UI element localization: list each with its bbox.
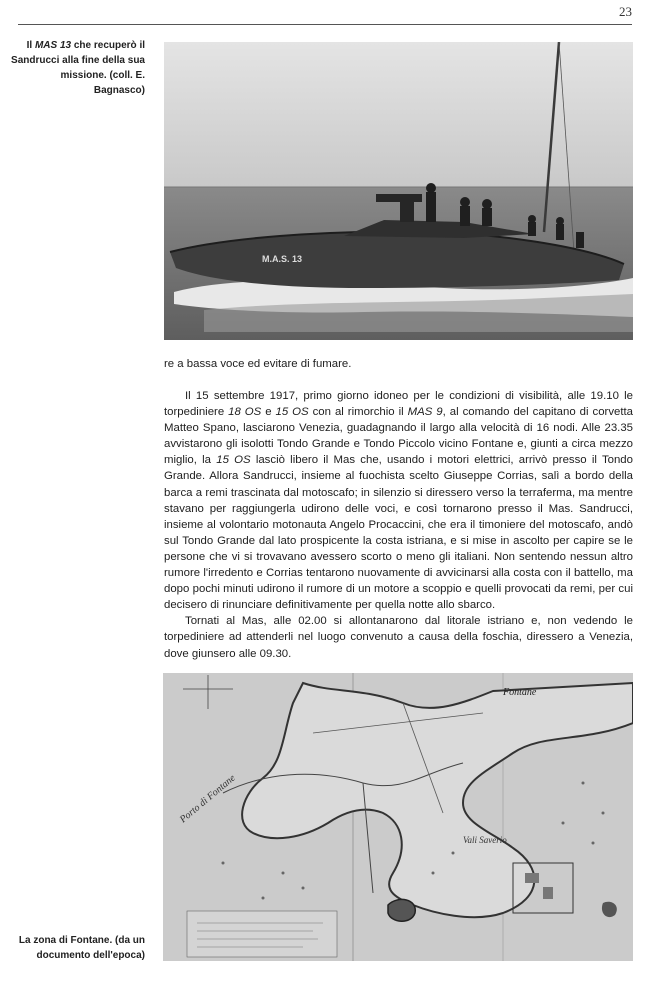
paragraph-3: Tornati al Mas, alle 02.00 si allontanarono dal litorale istriano e, non vedendo le torpediniere ad attenderli nel luogo convenuto a causa della foschia, diressero a Venezia, dove giunsero alle 09.30. [164, 615, 633, 660]
map-caption: La zona di Fontane. (da un documento dell'epoca) [18, 935, 145, 961]
paragraph-2 [164, 388, 633, 613]
map-illustration [163, 673, 633, 961]
text-run: lasciò libero il Mas che, usando i motori elettrici, arrivò presso il Tondo Grande. Allora Sandrucci, insieme al fuochista scelto Giuseppe Corrias, salì a bordo della barca a remi trascinata dal motoscafo; in silenzio si diressero verso la terraferma, ma mentre stavano per raggiungerla udirono delle voci, e così tornarono presso il Mas. Sandrucci, insieme al volontario motonauta Angelo Procaccini, che era il timoniere del motoscafo, andò sul Tondo Grande dal lato prospicente la costa istriana, e si mise in ascolto per capire se le persone che vi si trovavano avessero scorto o meno gli italiani. Non sentendo nessun altro rumore l'irredento e Corrias tentarono nuovamente di avvicinarsi alla costa con il battello, ma dopo pochi minuti udirono il rumore di un motore a scoppio e quelli provocati da remi, per cui decisero di rinunciare definitivamente per quella notte allo sbarco. [164, 454, 633, 612]
caption-text-rest: che recuperò il Sandrucci alla fine della sua missione. (coll. E. Bagnasco) [11, 40, 145, 96]
mas-boat-photo [164, 42, 633, 340]
caption-text: Il [26, 40, 35, 51]
photo-caption [10, 38, 145, 98]
hull-marking: M.A.S. 13 [262, 254, 303, 264]
caption-boat-name: MAS 13 [34, 40, 72, 51]
map-label-town: Fontane [503, 687, 537, 698]
map-label-port: Porto di Fontane [177, 772, 238, 826]
body-main [164, 388, 633, 662]
paragraph-fragment: re a bassa voce ed evitare di fumare. [164, 358, 352, 370]
italic-run: 15 OS [275, 406, 309, 419]
map-label-water: Vali Saverio [463, 835, 507, 845]
text-run: Il 15 settembre 1917, primo giorno idoneo per le condizioni di visibilità, alle 19.10 le torpediniere [164, 390, 633, 419]
page-number: 23 [619, 4, 632, 19]
text-run: , al comando del capitano di corvetta Matteo Spano, lasciarono Venezia, guadagnando il largo alla velocità di 16 nodi. Alle 23.35 avvistarono gli isolotti Tondo Grande e Tondo Piccolo vicino Fontane e, giunti a circa mezzo miglio, la [164, 406, 634, 467]
italic-run: 18 OS [228, 406, 262, 419]
text-run: e [261, 406, 276, 419]
body-fragment [164, 356, 633, 372]
italic-run: 15 OS [216, 454, 251, 467]
fontane-map [163, 673, 633, 961]
text-run: con al rimorchio il [308, 406, 408, 419]
header-rule [18, 24, 632, 25]
boat-illustration [164, 42, 633, 340]
italic-run: MAS 9 [407, 406, 443, 419]
